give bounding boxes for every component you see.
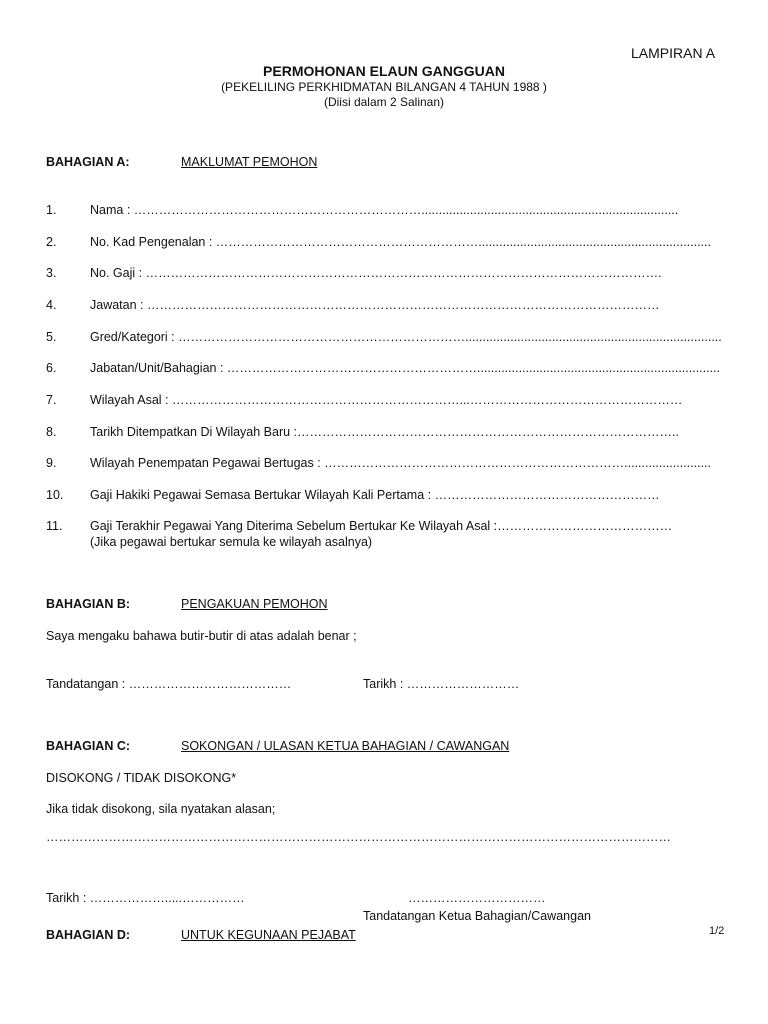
page-number: 1/2 (709, 925, 725, 937)
item-9-number: 9. (46, 456, 57, 470)
tarikh-ditempatkan-field: Tarikh Ditempatkan Di Wilayah Baru :……………………………………………………………………………….. (90, 425, 679, 439)
item-6-number: 6. (46, 361, 57, 375)
item-4-number: 4. (46, 298, 57, 312)
section-b-title: PENGAKUAN PEMOHON (181, 597, 328, 611)
reason-line: …………………………………………………………………………………………………………………………………… (46, 830, 671, 844)
form-subtitle: (PEKELILING PERKHIDMATAN BILANGAN 4 TAHUN 1988 ) (221, 80, 547, 94)
item-11-number: 11. (46, 519, 63, 533)
wilayah-asal-field: Wilayah Asal : ……………………………………………………………...…………………………………………… (90, 393, 683, 407)
item-8-number: 8. (46, 425, 57, 439)
gaji-hakiki-field: Gaji Hakiki Pegawai Semasa Bertukar Wilayah Kali Pertama : ……………………………………………… (90, 488, 660, 502)
gred-field: Gred/Kategori : …………………………………………………………….......................................................................... (90, 330, 722, 344)
item-2-number: 2. (46, 235, 57, 249)
head-signature-label: Tandatangan Ketua Bahagian/Cawangan (363, 909, 591, 923)
form-title: PERMOHONAN ELAUN GANGGUAN (263, 63, 505, 79)
section-a-title: MAKLUMAT PEMOHON (181, 155, 318, 169)
head-date-field: Tarikh : ……………….....…………… (46, 891, 245, 905)
nama-field: Nama : …………………………………………………………….......................................................................... (90, 203, 679, 217)
gaji-terakhir-field: Gaji Terakhir Pegawai Yang Diterima Sebelum Bertukar Ke Wilayah Asal :…………………………………… (90, 519, 673, 533)
wilayah-penempatan-field: Wilayah Penempatan Pegawai Bertugas : ………………………………………………………………......................... (90, 456, 711, 470)
jabatan-field: Jabatan/Unit/Bahagian : ……………………………………………………...................................................................... (90, 361, 721, 375)
section-a-label: BAHAGIAN A: (46, 155, 130, 169)
applicant-date-field: Tarikh : ……………………… (363, 677, 520, 691)
section-d-label: BAHAGIAN D: (46, 928, 131, 942)
lampiran-label: LAMPIRAN A (631, 45, 716, 61)
support-option: DISOKONG / TIDAK DISOKONG* (46, 771, 237, 785)
head-signature-line: …………………………… (408, 891, 546, 905)
gaji-terakhir-note: (Jika pegawai bertukar semula ke wilayah asalnya) (90, 535, 373, 549)
section-b-label: BAHAGIAN B: (46, 597, 131, 611)
item-3-number: 3. (46, 266, 57, 280)
section-c-label: BAHAGIAN C: (46, 739, 131, 753)
item-10-number: 10. (46, 488, 64, 502)
item-5-number: 5. (46, 330, 57, 344)
item-1-number: 1. (46, 203, 57, 217)
section-c-title: SOKONGAN / ULASAN KETUA BAHAGIAN / CAWANGAN (181, 739, 510, 753)
jawatan-field: Jawatan : …………………………………………………………………………………………………………… (90, 298, 660, 312)
declaration-statement: Saya mengaku bahawa butir-butir di atas adalah benar ; (46, 629, 357, 643)
applicant-signature-field: Tandatangan : ………………………………… (46, 677, 292, 691)
item-7-number: 7. (46, 393, 57, 407)
kad-pengenalan-field: No. Kad Pengenalan : ………………………………………………………................................................................... (90, 235, 711, 249)
no-gaji-field: No. Gaji : ……………………………………………………………………………………………………………. (90, 266, 662, 280)
section-d-title: UNTUK KEGUNAAN PEJABAT (181, 928, 356, 942)
reason-prompt: Jika tidak disokong, sila nyatakan alasan; (46, 802, 276, 816)
form-note: (Diisi dalam 2 Salinan) (323, 95, 445, 109)
